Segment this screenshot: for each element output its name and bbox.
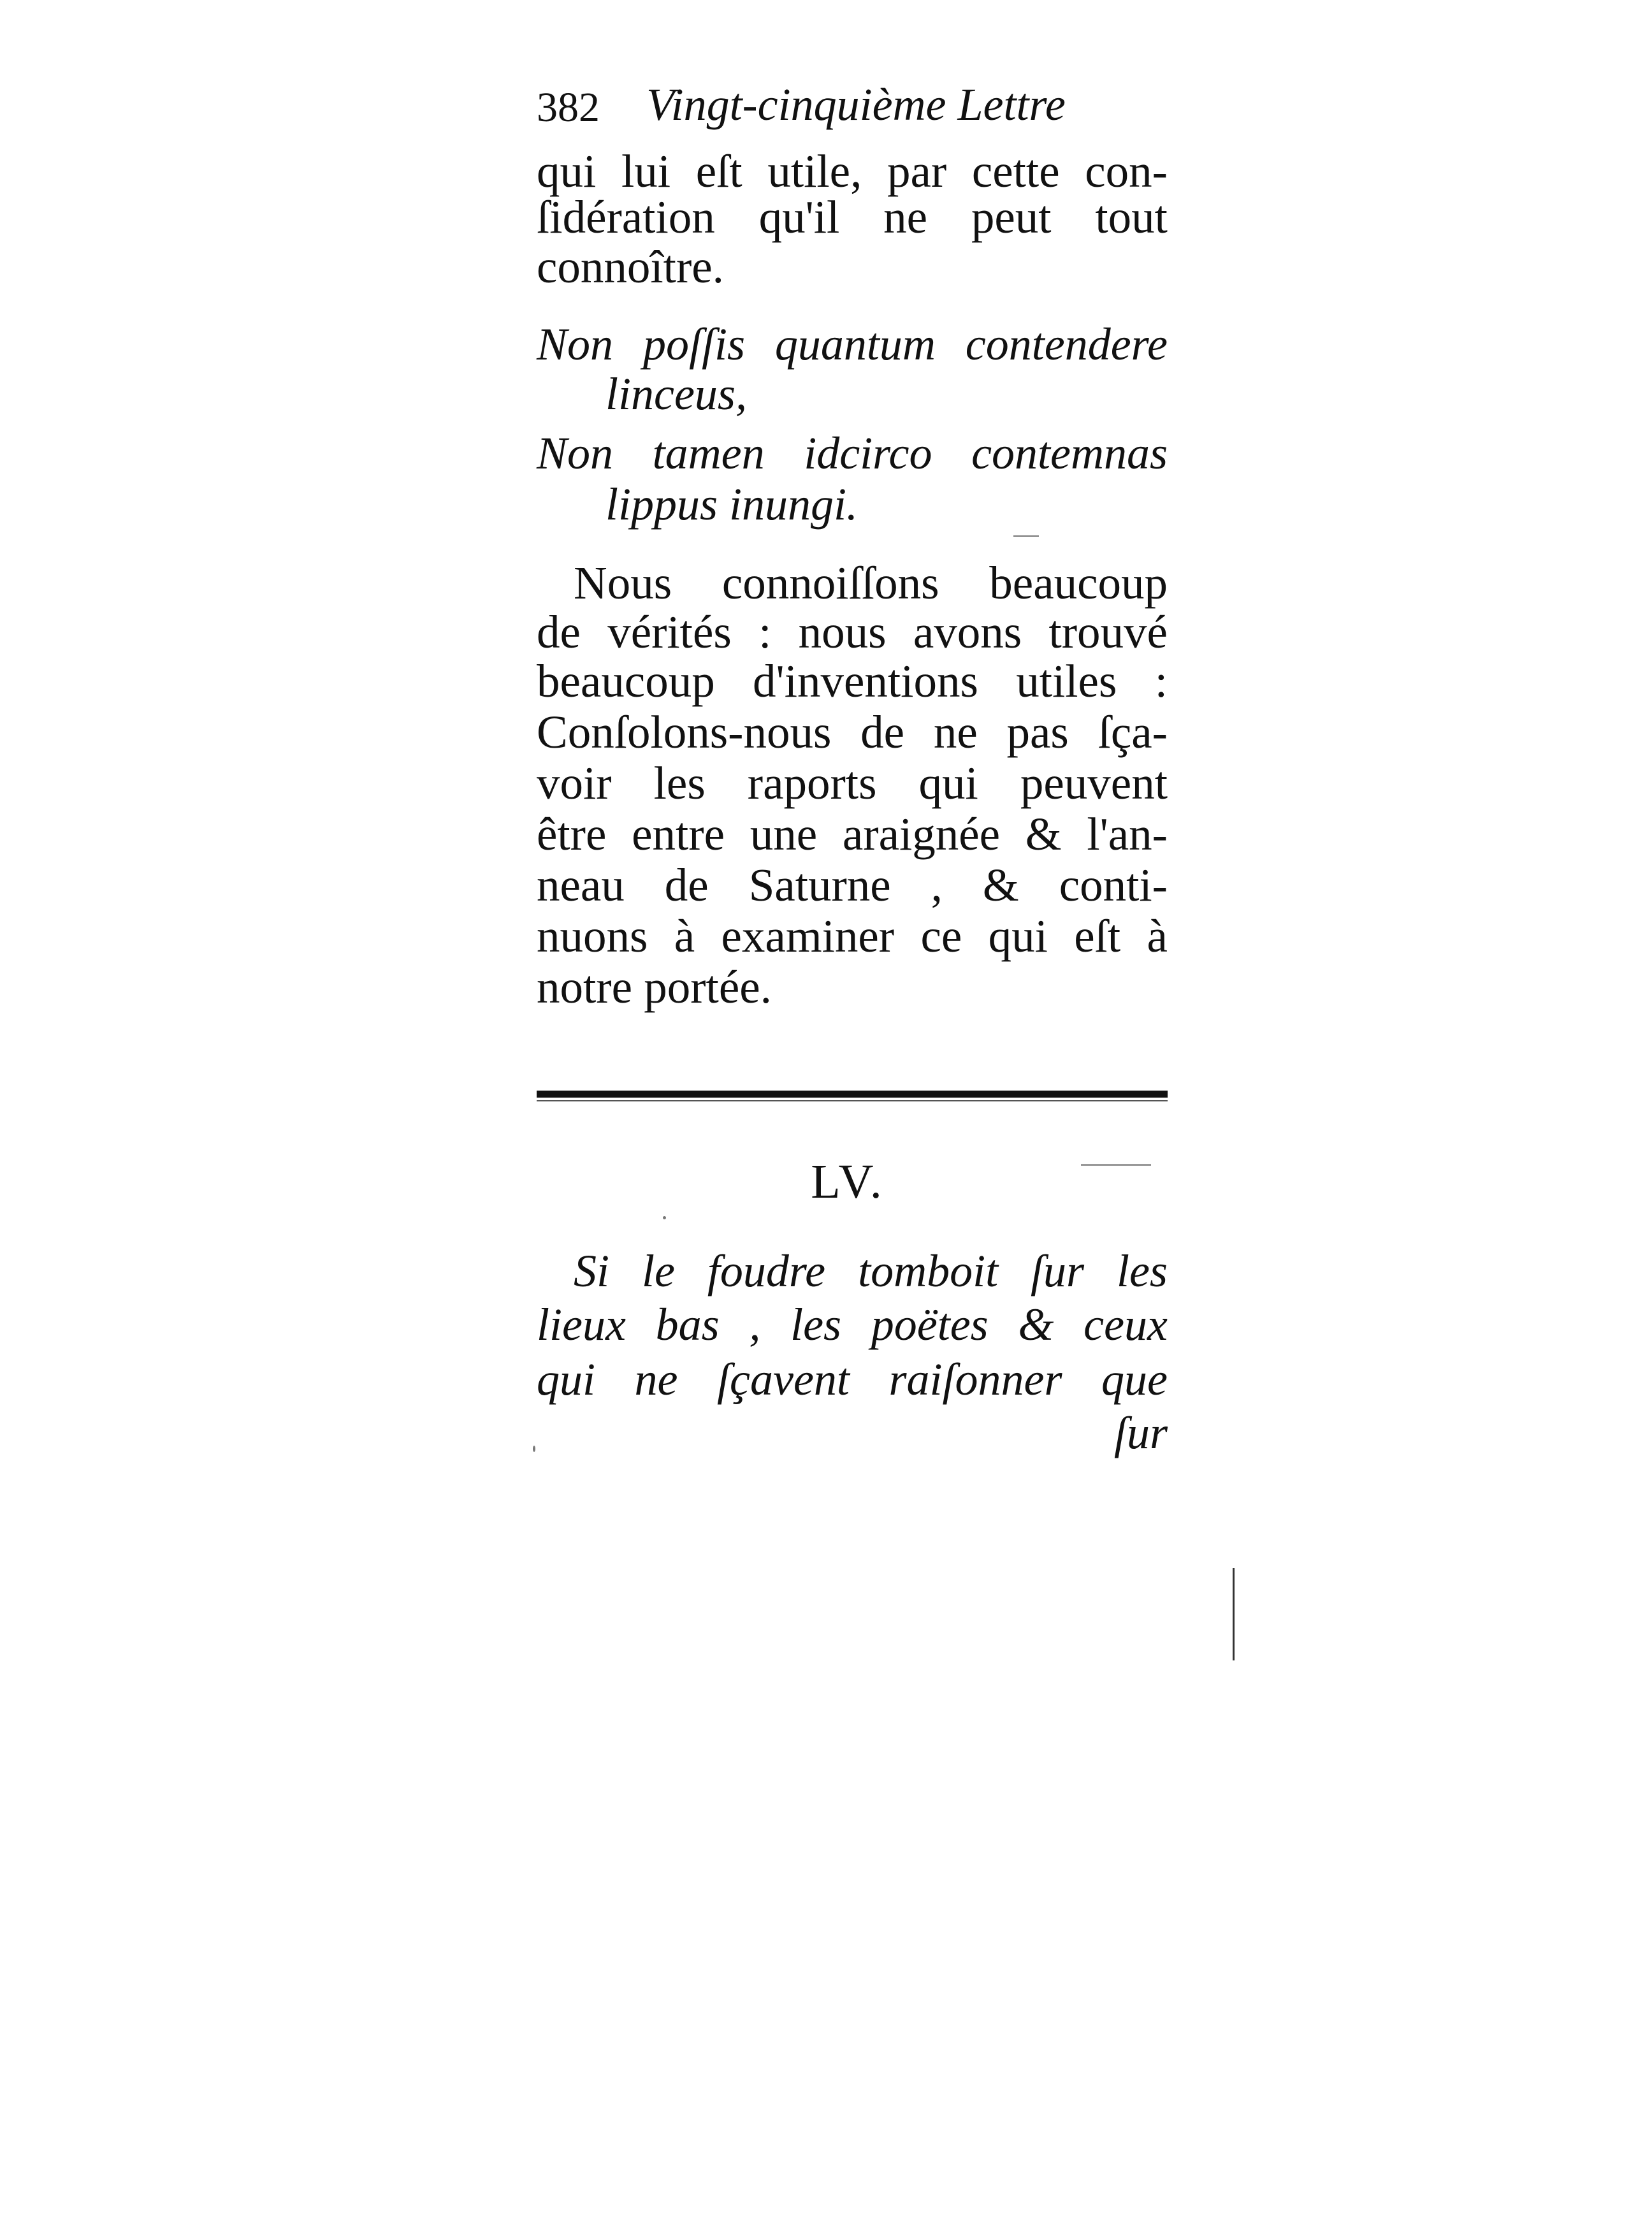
text-line [537, 1354, 1168, 1405]
word: Non [537, 319, 614, 370]
word: foudre [707, 1245, 826, 1296]
word: qu'il [758, 191, 840, 243]
word: à [1147, 910, 1168, 962]
verse-line [605, 368, 747, 419]
word: qui [918, 757, 978, 809]
word: ſur [1031, 1245, 1085, 1296]
word: une [750, 808, 818, 860]
word: ſidération [537, 191, 715, 243]
word: araignée [842, 808, 1001, 860]
text-line [537, 241, 724, 293]
word: d'inventions [753, 655, 978, 707]
scan-margin-line [1233, 1568, 1235, 1660]
word: entre [632, 808, 725, 860]
word: Nous [574, 557, 672, 609]
word: tamen [652, 428, 765, 479]
word: beaucoup [537, 655, 715, 707]
word: tout [1095, 191, 1168, 243]
word: le [641, 1245, 675, 1296]
word: linceus [605, 368, 735, 419]
scan-speck [1013, 535, 1039, 537]
word: quantum [774, 319, 936, 370]
word: de [860, 706, 905, 758]
word: ceux [1083, 1299, 1168, 1350]
word: tomboit [858, 1245, 999, 1296]
word: qui [537, 1354, 596, 1405]
punctuation: , [735, 368, 747, 419]
word: avons [913, 606, 1022, 658]
word: peuvent [1020, 757, 1168, 809]
word: connoître. [537, 241, 724, 293]
punctuation: , [931, 859, 943, 911]
word: pas [1006, 706, 1069, 758]
word: par [887, 145, 947, 197]
word: utiles [1016, 655, 1117, 707]
section-rule [537, 1091, 1168, 1098]
ampersand: & [1025, 808, 1062, 860]
text-line [537, 655, 1168, 707]
text-line [574, 557, 1168, 609]
word: eſt [1074, 910, 1121, 962]
word-group [767, 145, 862, 197]
word: examiner [721, 910, 895, 962]
text-line [537, 961, 772, 1013]
page-number: 382 [537, 84, 600, 131]
word: lippus [605, 479, 718, 530]
word: con- [1085, 145, 1168, 197]
word: idcirco [804, 428, 932, 479]
text-line [537, 757, 1168, 809]
text-line [574, 1245, 1168, 1296]
word: les [790, 1299, 842, 1350]
word: ſça- [1098, 706, 1168, 758]
section-rule-underline [537, 1100, 1168, 1101]
verse-line [537, 428, 1168, 479]
running-head: Vingt-cinquième Lettre [646, 79, 1066, 130]
word: poëtes [871, 1299, 989, 1350]
word: ce [920, 910, 962, 962]
verse-line [605, 479, 859, 530]
section-number: LV. [811, 1155, 885, 1209]
text-line [537, 191, 1168, 243]
word: connoiſſons [721, 557, 939, 609]
word: que [1101, 1354, 1168, 1405]
word: conti- [1059, 859, 1168, 911]
word: peut [971, 191, 1052, 243]
word: être [537, 808, 607, 860]
word: ne [634, 1354, 678, 1405]
word: les [653, 757, 706, 809]
word: portée. [644, 961, 772, 1013]
scan-speck [533, 1446, 535, 1452]
word: nous [798, 606, 887, 658]
punctuation: , [749, 1299, 761, 1350]
text-line [537, 808, 1168, 860]
word: ne [883, 191, 928, 243]
word: cette [971, 145, 1060, 197]
word: Saturne [748, 859, 891, 911]
word: lui [621, 145, 671, 197]
text-line [537, 859, 1168, 911]
word: notre [537, 961, 632, 1013]
punctuation: : [1154, 655, 1168, 707]
word: neau [537, 859, 625, 911]
word: eſt [695, 145, 743, 197]
word: contendere [965, 319, 1168, 370]
word: beaucoup [989, 557, 1168, 609]
word: Si [574, 1245, 610, 1296]
word: Non [537, 428, 614, 479]
scan-speck [663, 1216, 666, 1219]
text-line [537, 145, 1168, 197]
page-header [537, 79, 1174, 145]
text-line [537, 1299, 1168, 1350]
word: ne [933, 706, 978, 758]
word: voir [537, 757, 612, 809]
word: contemnas [971, 428, 1168, 479]
scan-speck [1081, 1164, 1151, 1166]
verse-line [537, 319, 1168, 370]
word: l'an- [1087, 808, 1168, 860]
word: à [674, 910, 695, 962]
word: qui [537, 145, 597, 197]
word: ſçavent [717, 1354, 850, 1405]
word: raiſonner [888, 1354, 1062, 1405]
ampersand: & [982, 859, 1019, 911]
text-line [537, 706, 1168, 758]
catchword: ſur [1113, 1407, 1168, 1458]
word: bas [655, 1299, 720, 1350]
ampersand: & [1018, 1299, 1054, 1350]
word: Conſolons-nous [537, 706, 832, 758]
word: vérités [607, 606, 732, 658]
text-line [537, 606, 1168, 658]
word: nuons [537, 910, 648, 962]
text-line [537, 910, 1168, 962]
punctuation: : [758, 606, 772, 658]
word: de [664, 859, 709, 911]
word: les [1116, 1245, 1168, 1296]
word: poſſis [642, 319, 745, 370]
word: lieux [537, 1299, 626, 1350]
word: trouvé [1048, 606, 1168, 658]
word: qui [988, 910, 1048, 962]
word: raports [747, 757, 877, 809]
word: de [537, 606, 581, 658]
word: utile [767, 145, 851, 197]
word: inungi. [729, 479, 859, 530]
punctuation: , [850, 145, 862, 197]
